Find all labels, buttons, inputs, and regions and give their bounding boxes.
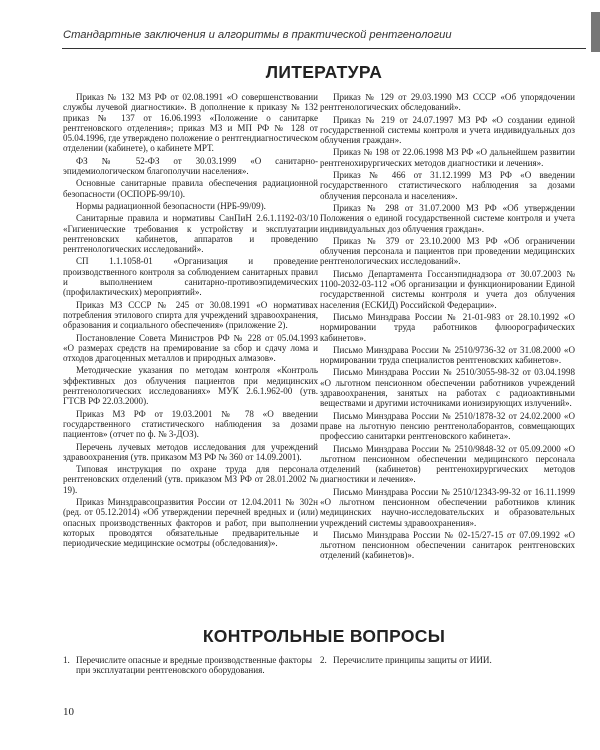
reference-entry: Приказ МЗ СССР № 245 от 30.08.1991 «О нормативах потребления этилового спирта для учреждений здравоохранения, образования и социального обеспечения» (приложение 2). <box>63 299 318 331</box>
literature-left-column <box>63 92 318 550</box>
header-divider <box>62 48 586 49</box>
reference-entry: Письмо Минздрава России № 2510/12343-99-32 от 16.11.1999 «О льготном пенсионном обеспечении работников клиник медицинских научно-исследовательских и образовательных учреждений системы здравоохранения». <box>320 486 575 528</box>
questions-heading: КОНТРОЛЬНЫЕ ВОПРОСЫ <box>202 626 446 646</box>
running-header: Стандартные заключения и алгоритмы в практической рентгенологии <box>63 29 452 41</box>
reference-entry: Типовая инструкция по охране труда для персонала рентгеновских отделений (утв. приказом МЗ РФ от 28.01.2002 № 19). <box>63 464 318 495</box>
reference-entry: Письмо Минздрава России № 21-01-983 от 28.10.1992 «О нормировании труда работников флюорографических кабинетов». <box>320 311 575 343</box>
reference-entry: Письмо Минздрава России № 02-15/27-15 от 07.09.1992 «О льготном пенсионном обеспечении санитарок рентгеновских отделений (кабинетов)». <box>320 529 575 561</box>
reference-entry: Приказ № 466 от 31.12.1999 МЗ РФ «О введении государственного статистического наблюдения за дозами облучения персонала и населения». <box>320 170 575 201</box>
literature-heading: ЛИТЕРАТУРА <box>265 62 383 82</box>
question-number: 2. <box>320 655 327 665</box>
reference-entry: СП 1.1.1058-01 «Организация и проведение производственного контроля за соблюдением санитарных правил и выполнением санитарно-противоэпидемических (профилактических) мероприятий». <box>63 256 318 298</box>
reference-entry: Письмо Минздрава России № 2510/9848-32 от 05.09.2000 «О льготном пенсионном обеспечении медицинского персонала отделений (кабинетов) рентгенохирургических методов диагностики и лечения». <box>320 443 575 485</box>
reference-entry: Основные санитарные правила обеспечения радиационной безопасности (ОСПОРБ-99/10). <box>63 178 318 199</box>
reference-entry: Постановление Совета Министров РФ № 228 от 05.04.1993 «О размерах средств на премирование за сбор и сдачу лома и отходов драгоценных металлов и природных алмазов». <box>63 332 318 364</box>
question-text: Перечислите принципы защиты от ИИИ. <box>333 655 492 665</box>
question-number: 1. <box>63 655 70 665</box>
reference-entry: Методические указания по методам контроля «Контроль эффективных доз облучения пациентов при медицинских рентгенологических исследованиях» МУК 2.6.1.962-00 (утв. ГТСВ РФ 22.03.2000). <box>63 365 318 407</box>
reference-entry: ФЗ № 52-ФЗ от 30.03.1999 «О санитарно-эпидемиологическом благополучии населения». <box>63 155 318 177</box>
reference-entry: Приказ № 379 от 23.10.2000 МЗ РФ «Об ограничении облучения персонала и пациентов при проведении медицинских рентгенологических исследований». <box>320 235 575 267</box>
reference-entry: Перечень лучевых методов исследования для учреждений здравоохранения (утв. приказом МЗ РФ № 360 от 14.09.2001). <box>63 441 318 462</box>
reference-entry: Приказ Минздравсоцразвития России от 12.04.2011 № 302н (ред. от 05.12.2014) «Об утверждении перечней вредных и (или) опасных производственных факторов и работ, при выполнении которых проводятся обязательные предварительные и периодические медицинские осмотры (обследования)». <box>63 496 318 549</box>
reference-entry: Письмо Минздрава России № 2510/3055-98-32 от 03.04.1998 «О льготном пенсионном обеспечении работников учреждений здравоохранения, занятых на работах с радиоактивными веществами и другими источниками ионизирующих излучений». <box>320 367 575 409</box>
reference-entry: Письмо Департамента Госсанэпиднадзора от 30.07.2003 № 1100-2032-03-112 «Об организации и функционировании Единой государственной системы контроля и учета доз облучения населения (ЕСКИД) Российской Федерации». <box>320 268 575 310</box>
reference-entry: Санитарные правила и нормативы СанПиН 2.6.1.1192-03/10 «Гигиенические требования к устройству и эксплуатации рентгеновских кабинетов, аппаратов и проведению рентгенологических исследований». <box>63 213 318 255</box>
reference-entry: Приказ № 298 от 31.07.2000 МЗ РФ «Об утверждении Положения о единой государственной системе контроля и учета индивидуальных доз облучения граждан». <box>320 202 575 234</box>
reference-entry: Приказ № 219 от 24.07.1997 МЗ РФ «О создании единой государственной системы контроля и учета индивидуальных доз облучения граждан». <box>320 114 575 146</box>
page-number: 10 <box>63 706 74 718</box>
question-text: Перечислите опасные и вредные производственные факторы при эксплуатации рентгеновского оборудования. <box>76 655 312 676</box>
reference-entry: Приказ № 132 МЗ РФ от 02.08.1991 «О совершенствовании службы лучевой диагностики». В дополнение к приказу № 132 приказ № 137 от 16.06.1993 «Положение о санитарке рентгеновского отделения»; приказ МЗ и МП РФ № 128 от 05.04.1996, где утверждено положение о рентгендиагностическом отделении (кабинете), о кабинете МРТ. <box>63 92 318 154</box>
reference-entry: Приказ МЗ РФ от 19.03.2001 № 78 «О введении государственного статистического наблюдения за дозами пациентов» (отчет по ф. № 3-ДОЗ). <box>63 408 318 440</box>
question-item <box>63 655 318 676</box>
page-edge-marker <box>591 12 600 52</box>
reference-entry: Письмо Минздрава России № 2510/1878-32 от 24.02.2000 «О праве на льготную пенсию рентгенолаборантов, совмещающих профессию санитарки рентгеновского кабинета». <box>320 410 575 442</box>
reference-entry: Письмо Минздрава России № 2510/9736-32 от 31.08.2000 «О нормировании труда специалистов рентгеновских кабинетов». <box>320 344 575 366</box>
literature-right-column <box>320 92 575 563</box>
reference-entry: Приказ № 198 от 22.06.1998 МЗ РФ «О дальнейшем развитии рентгенохирургических методов диагностики и лечения». <box>320 147 575 168</box>
reference-entry: Нормы радиационной безопасности (НРБ-99/09). <box>76 200 266 211</box>
reference-entry: Приказ № 129 от 29.03.1990 МЗ СССР «Об упорядочении рентгенологических обследований». <box>320 92 575 113</box>
question-item <box>320 655 575 665</box>
